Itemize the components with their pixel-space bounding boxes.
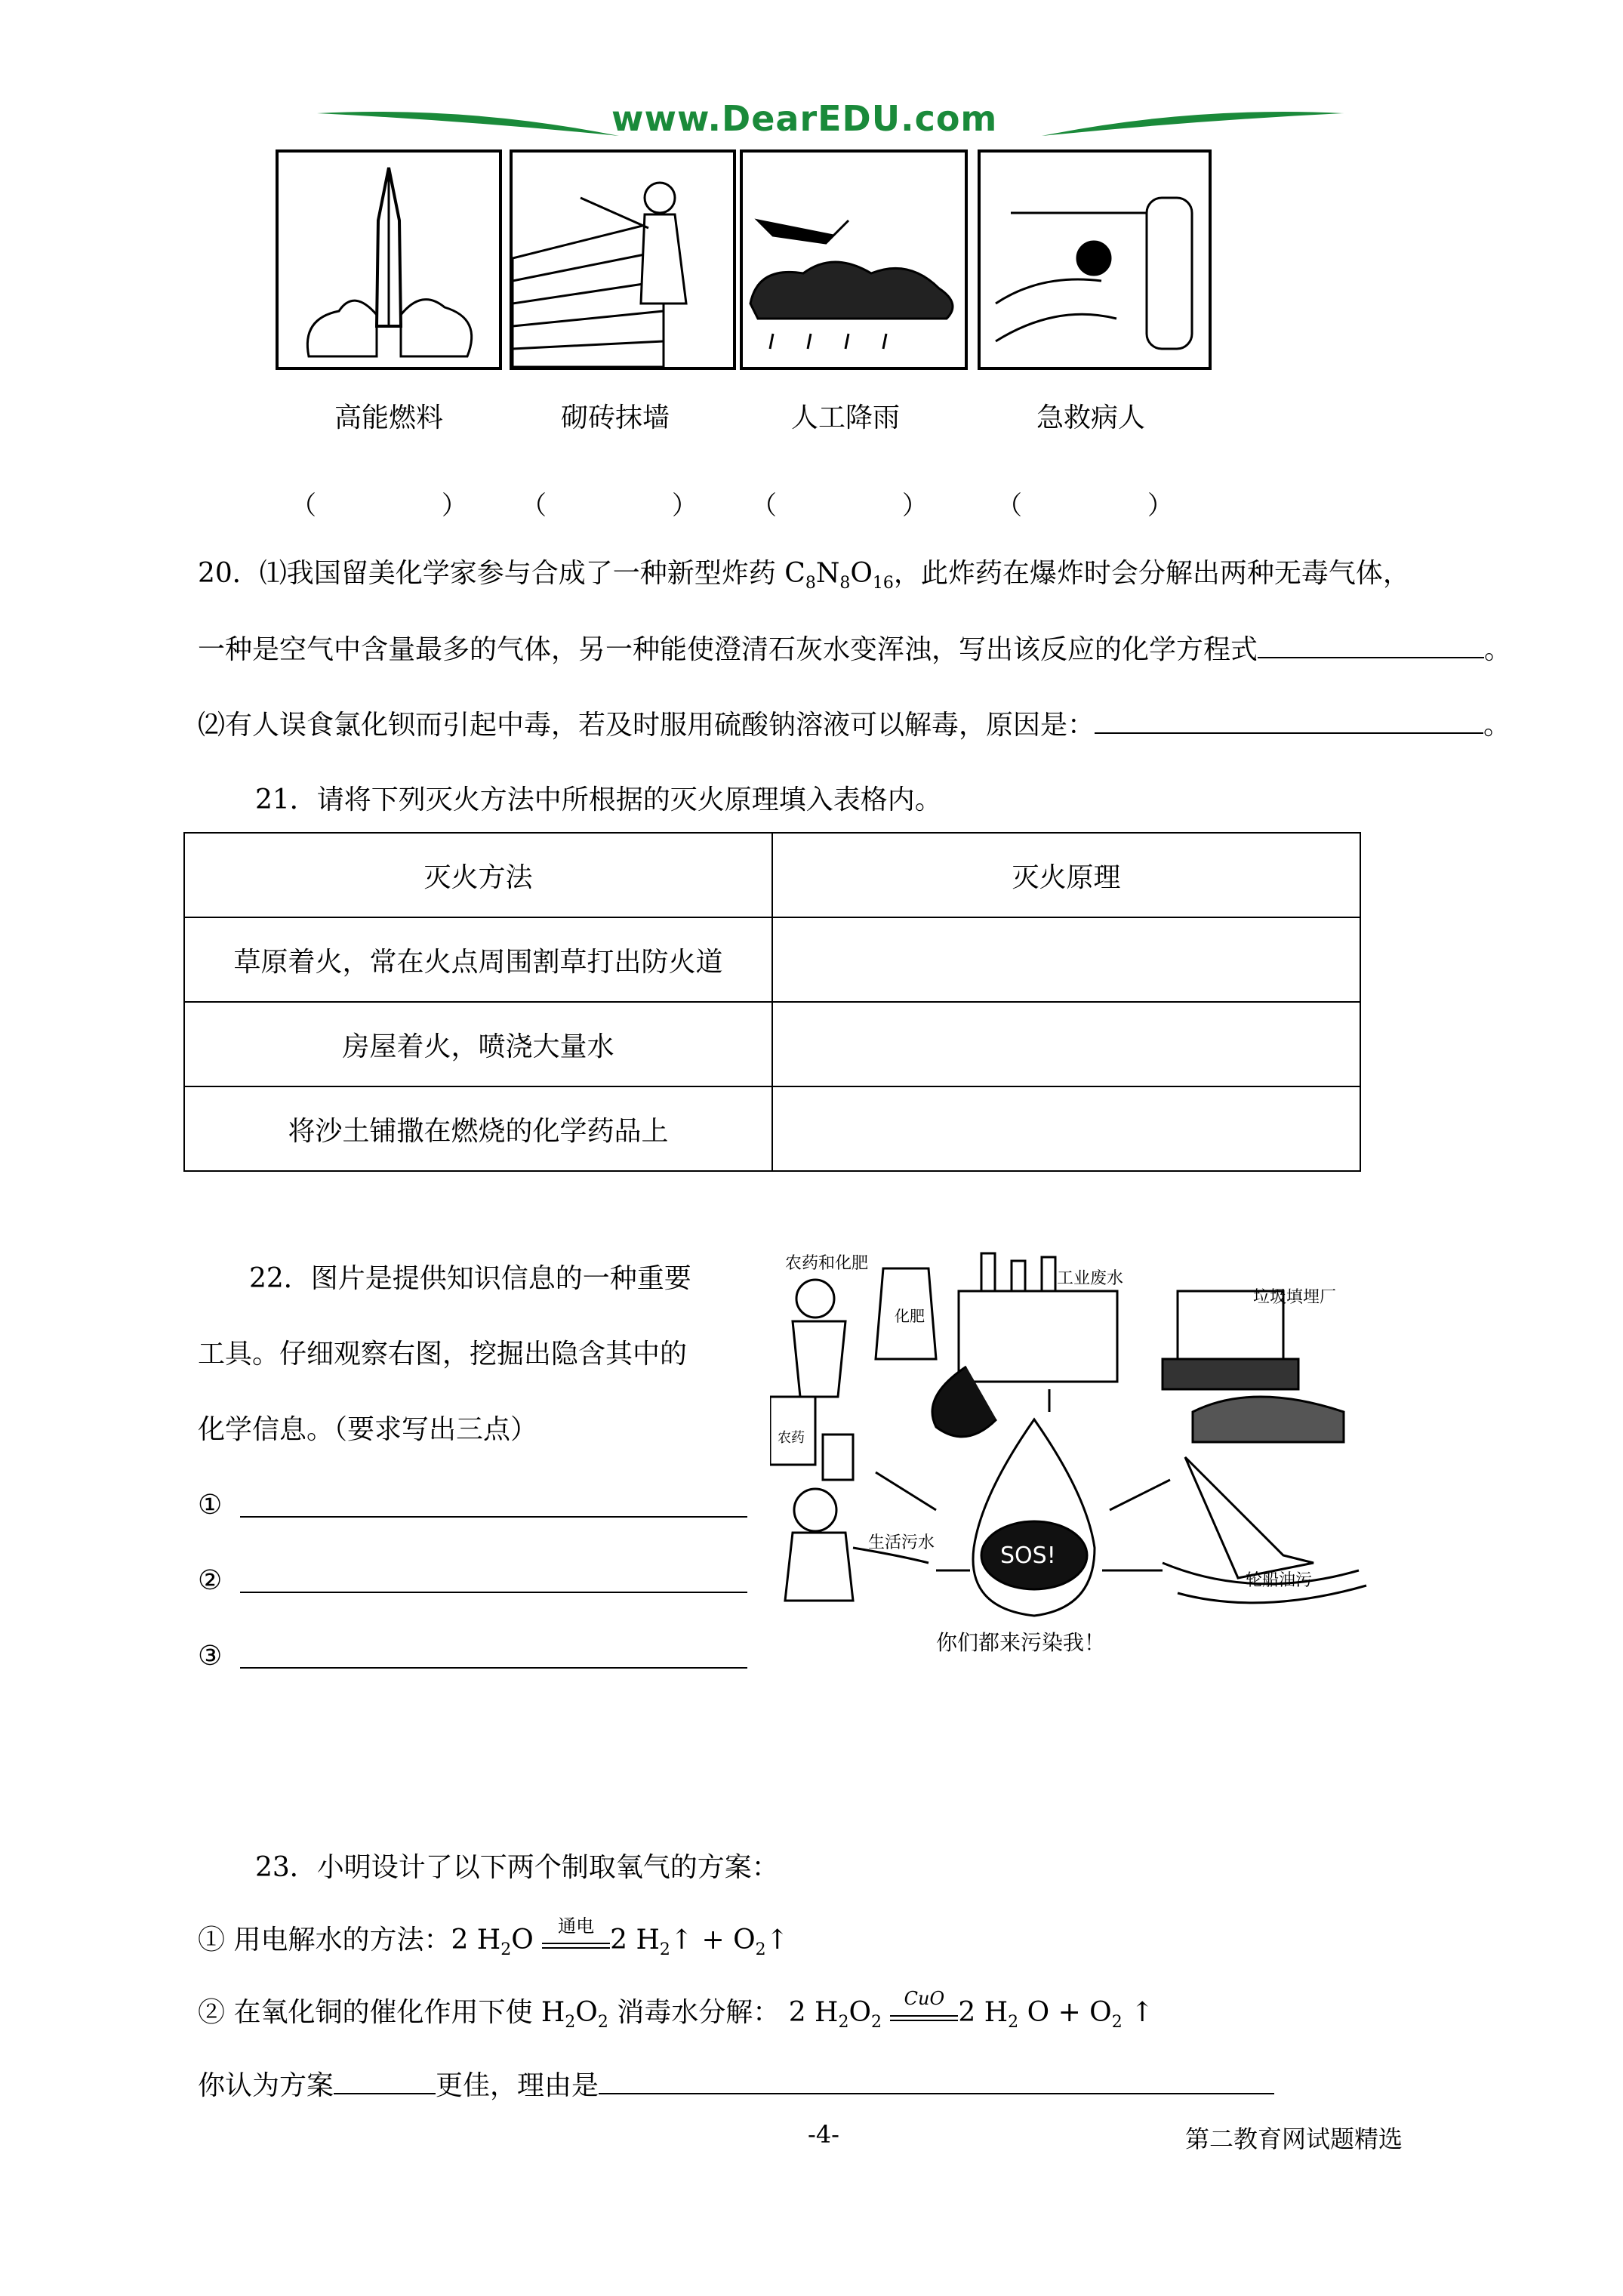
q23-intro: 23．小明设计了以下两个制取氧气的方案： bbox=[255, 1852, 779, 1883]
q22-line1: 22．图片是提供知识信息的一种重要 bbox=[249, 1263, 691, 1294]
caption-artificial-rain: 人工降雨 bbox=[790, 402, 900, 433]
q22-line2: 工具。仔细观察右图，挖掘出隐含其中的 bbox=[198, 1339, 688, 1370]
q21-intro: 21．请将下列灭火方法中所根据的灭火原理填入表格内。 bbox=[255, 784, 942, 815]
sub-8a: 8 bbox=[805, 574, 816, 593]
q22-answer-line-3[interactable] bbox=[240, 1667, 747, 1669]
table-header-method: 灭火方法 bbox=[184, 833, 772, 917]
table-cell-method: 草原着火，常在火点周围割草打出防火道 bbox=[184, 917, 772, 1002]
method-1-label: ① 用电解水的方法： bbox=[198, 1925, 451, 1955]
q20-text-a: 20．⑴我国留美化学家参与合成了一种新型炸药 C bbox=[198, 558, 805, 589]
answer-blank-equation[interactable] bbox=[1258, 633, 1484, 658]
table-row bbox=[184, 917, 1360, 1002]
answer-blank-scheme[interactable] bbox=[334, 2069, 436, 2094]
illustration-caption: 你们都来污染我！ bbox=[936, 1630, 1106, 1655]
oxygen-tank-icon bbox=[981, 153, 1209, 367]
paren-open-3: （ bbox=[751, 491, 777, 521]
q20-line2-end: 。 bbox=[1484, 634, 1512, 665]
sub-16: 16 bbox=[872, 574, 894, 593]
image-first-aid bbox=[978, 149, 1212, 370]
ask-text-b: 更佳，理由是 bbox=[436, 2070, 599, 2101]
method-2-label: ② 在氧化铜的催化作用下使 H bbox=[198, 1997, 565, 2028]
site-logo: www.DearEDU.com bbox=[611, 98, 998, 139]
q22-item-1-marker: ① bbox=[198, 1490, 223, 1521]
paren-open-4: （ bbox=[996, 491, 1022, 521]
formula-n: N bbox=[815, 558, 840, 589]
label-bottle: 农药 bbox=[778, 1430, 805, 1446]
q20-line2-text: 一种是空气中含量最多的气体，另一种能使澄清石灰水变浑浊，写出该反应的化学方程式 bbox=[198, 634, 1258, 665]
label-bag: 化肥 bbox=[895, 1307, 925, 1325]
table-header-row bbox=[184, 833, 1360, 917]
reaction-arrow-electrolysis bbox=[542, 1915, 610, 1949]
paren-close-2: ） bbox=[672, 491, 698, 521]
label-ship: 轮船油污 bbox=[1246, 1571, 1313, 1590]
condition-catalyst: CuO bbox=[904, 1988, 945, 2009]
table-cell-answer[interactable] bbox=[772, 917, 1360, 1002]
rocket-icon bbox=[279, 153, 499, 367]
q20-line1 bbox=[198, 557, 1410, 593]
header-swoosh-left bbox=[317, 106, 619, 143]
q20-text-b: ，此炸药在爆炸时会分解出两种无毒气体， bbox=[893, 558, 1410, 589]
caption-first-aid: 急救病人 bbox=[1036, 402, 1145, 433]
q22-item-3-marker: ③ bbox=[198, 1641, 223, 1672]
footer-source: 第二教育网试题精选 bbox=[1185, 2125, 1403, 2153]
q23-method-2: ② 在氧化铜的催化作用下使 $H_2O_2$ 消毒水分解： 2 $H_2O_2$ CuO 2 $H_2$ $O + O_2$ ↑ bbox=[198, 1996, 1153, 2029]
q23-method-1: ① 用电解水的方法：2 $H_2O$ 通电 2 $H_2↑$ + $O_2↑$ bbox=[198, 1924, 789, 1957]
image-artificial-rain bbox=[740, 149, 968, 370]
table-header-principle: 灭火原理 bbox=[772, 833, 1360, 917]
paren-close-1: ） bbox=[442, 491, 467, 521]
paren-close-3: ） bbox=[902, 491, 928, 521]
label-domestic: 生活污水 bbox=[868, 1533, 935, 1552]
q23-ask bbox=[198, 2069, 1274, 2103]
header-swoosh-right bbox=[1042, 106, 1344, 143]
label-landfill: 垃圾填埋厂 bbox=[1253, 1288, 1337, 1307]
paren-open-2: （ bbox=[521, 491, 547, 521]
answer-blank-reason[interactable] bbox=[1095, 708, 1483, 734]
reaction-arrow-catalyst bbox=[890, 1988, 958, 2021]
formula-o: O bbox=[850, 558, 873, 589]
page-number: -4- bbox=[808, 2120, 839, 2149]
caption-bricklaying: 砌砖抹墙 bbox=[560, 402, 670, 433]
answer-blank-scheme-reason[interactable] bbox=[599, 2069, 1274, 2094]
q20-line3-text: ⑵有人误食氯化钡而引起中毒，若及时服用硫酸钠溶液可以解毒，原因是： bbox=[198, 710, 1095, 741]
condition-electrolysis: 通电 bbox=[558, 1915, 595, 1937]
table-cell-answer[interactable] bbox=[772, 1086, 1360, 1171]
ask-text-a: 你认为方案 bbox=[198, 2070, 334, 2101]
table-row bbox=[184, 1002, 1360, 1086]
caption-high-energy-fuel: 高能燃料 bbox=[334, 402, 443, 433]
table-cell-method: 将沙土铺撒在燃烧的化学药品上 bbox=[184, 1086, 772, 1171]
pollution-illustration bbox=[770, 1246, 1374, 1669]
label-pesticide: 农药和化肥 bbox=[785, 1254, 869, 1273]
q22-item-2-marker: ② bbox=[198, 1565, 223, 1596]
q22-line3: 化学信息。（要求写出三点） bbox=[198, 1414, 538, 1445]
label-sos: SOS! bbox=[1000, 1542, 1056, 1569]
q20-line3-end: 。 bbox=[1483, 710, 1511, 741]
image-brick-wall bbox=[510, 149, 736, 370]
table-cell-answer[interactable] bbox=[772, 1002, 1360, 1086]
sub-8b: 8 bbox=[839, 574, 851, 593]
image-rocket bbox=[276, 149, 502, 370]
paren-close-4: ） bbox=[1147, 491, 1173, 521]
table-row bbox=[184, 1086, 1360, 1171]
q22-answer-line-1[interactable] bbox=[240, 1516, 747, 1518]
method-2-mid: 消毒水分解： bbox=[608, 1997, 781, 2028]
table-cell-method: 房屋着火，喷浇大量水 bbox=[184, 1002, 772, 1086]
worker-icon bbox=[513, 153, 733, 367]
q20-line2 bbox=[198, 633, 1511, 667]
water-drop-sos-icon bbox=[770, 1246, 1374, 1669]
label-industry: 工业废水 bbox=[1057, 1269, 1124, 1288]
fire-table bbox=[183, 832, 1361, 1172]
plane-cloud-icon bbox=[743, 153, 965, 367]
paren-open-1: （ bbox=[291, 491, 316, 521]
q20-line3 bbox=[198, 708, 1511, 742]
q22-answer-line-2[interactable] bbox=[240, 1592, 747, 1593]
